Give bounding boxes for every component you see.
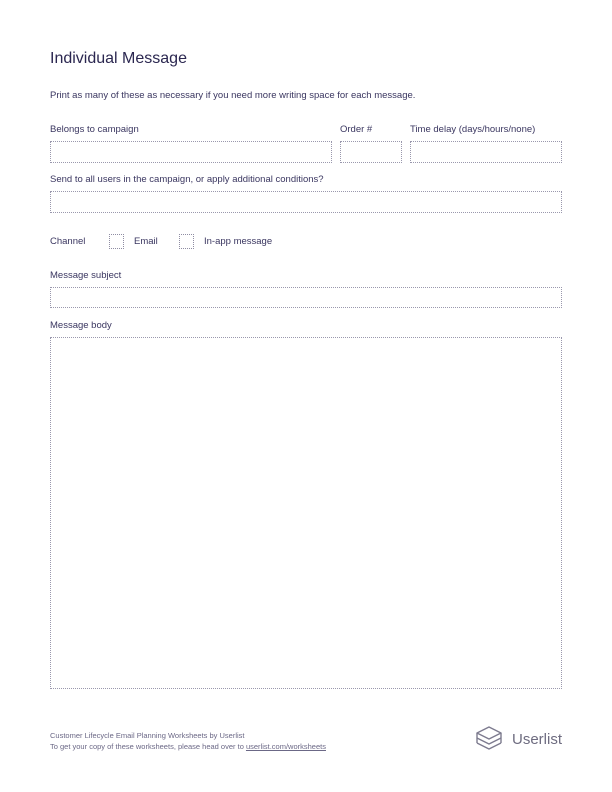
subject-label: Message subject bbox=[50, 270, 122, 281]
layers-icon bbox=[475, 724, 505, 754]
email-checkbox[interactable] bbox=[109, 234, 124, 249]
logo-wordmark: Userlist bbox=[512, 731, 563, 748]
delay-label: Time delay (days/hours/none) bbox=[410, 124, 536, 135]
worksheets-link[interactable]: userlist.com/worksheets bbox=[245, 742, 326, 751]
conditions-field[interactable] bbox=[50, 191, 562, 213]
conditions-label: Send to all users in the campaign, or apply additional conditions? bbox=[50, 174, 324, 185]
footer-line1: Customer Lifecycle Email Planning Worksheets by Userlist bbox=[50, 731, 245, 740]
subject-field[interactable] bbox=[50, 287, 562, 308]
order-label: Order # bbox=[340, 124, 373, 135]
campaign-label: Belongs to campaign bbox=[50, 124, 139, 135]
footer bbox=[50, 730, 326, 752]
body-label: Message body bbox=[50, 320, 112, 331]
footer-line2-text: To get your copy of these worksheets, please head over to bbox=[50, 742, 246, 751]
page-title: Individual Message bbox=[50, 50, 187, 67]
order-field[interactable] bbox=[340, 141, 402, 163]
email-label: Email bbox=[134, 236, 158, 247]
channel-label: Channel bbox=[50, 236, 86, 247]
intro-text: Print as many of these as necessary if you need more writing space for each message. bbox=[50, 90, 416, 101]
campaign-field[interactable] bbox=[50, 141, 332, 163]
footer-line2 bbox=[50, 741, 326, 752]
body-field[interactable] bbox=[50, 337, 562, 689]
inapp-label: In-app message bbox=[204, 236, 273, 247]
inapp-checkbox[interactable] bbox=[179, 234, 194, 249]
delay-field[interactable] bbox=[410, 141, 562, 163]
